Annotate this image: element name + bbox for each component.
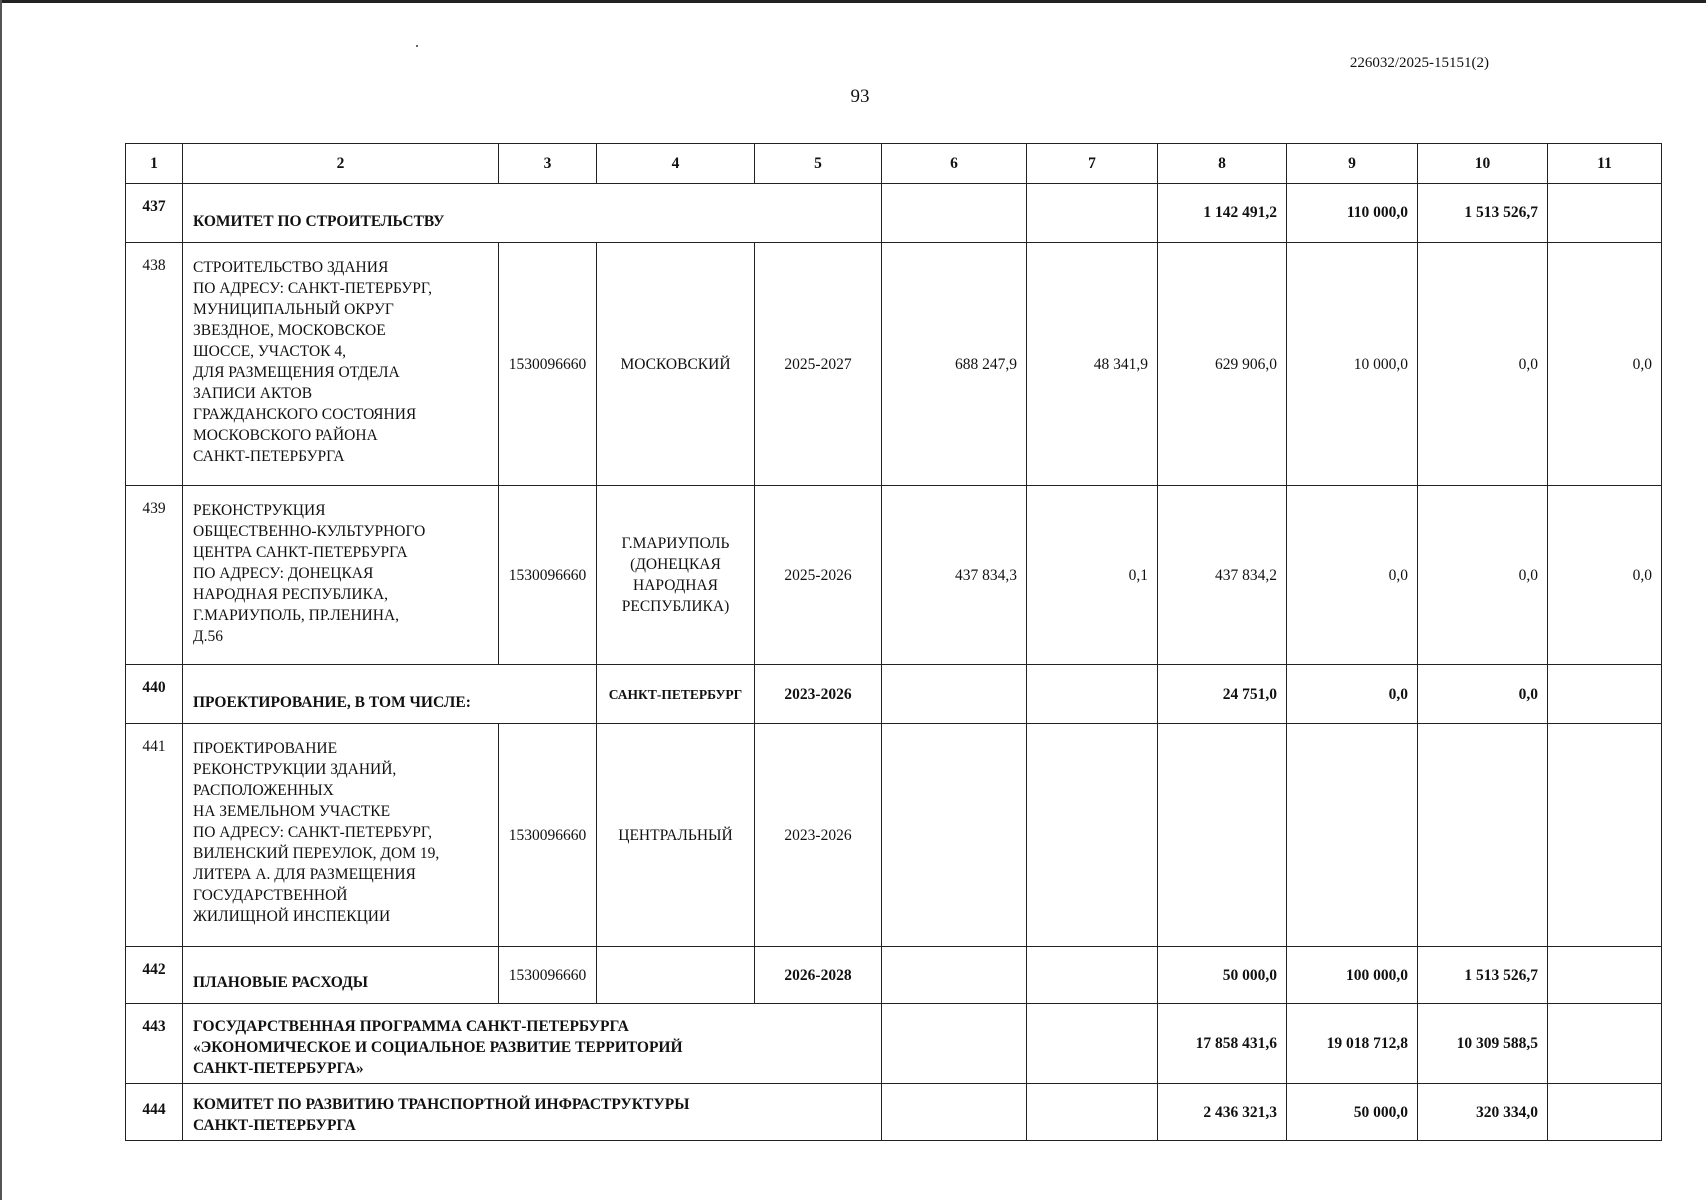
document-number: 226032/2025-15151(2) — [1349, 55, 1489, 71]
cell-col7 — [1027, 1084, 1158, 1141]
name-line: ПО АДРЕСУ: САНКТ-ПЕТЕРБУРГ, — [193, 824, 432, 841]
row-name: ПРОЕКТИРОВАНИЕ, В ТОМ ЧИСЛЕ: — [183, 665, 597, 724]
name-line: ЗАПИСИ АКТОВ — [193, 385, 313, 402]
scan-left-edge — [0, 0, 2, 1200]
name-line: «ЭКОНОМИЧЕСКОЕ И СОЦИАЛЬНОЕ РАЗВИТИЕ ТЕРРИТОРИЙ — [193, 1039, 683, 1056]
period: 2025-2026 — [755, 486, 882, 665]
name-line: Д.56 — [193, 628, 223, 645]
row-name — [183, 724, 499, 947]
row-name — [183, 243, 499, 486]
cell-col10: 0,0 — [1418, 486, 1548, 665]
cell-col10 — [1418, 724, 1548, 947]
cell-col6 — [882, 665, 1027, 724]
row-number: 444 — [126, 1084, 183, 1141]
name-line: САНКТ-ПЕТЕРБУРГА — [193, 448, 345, 465]
col-header: 4 — [597, 144, 755, 184]
cell-col10: 320 334,0 — [1418, 1084, 1548, 1141]
district: МОСКОВСКИЙ — [597, 243, 755, 486]
cell-col9: 100 000,0 — [1287, 947, 1418, 1004]
cell-col10: 10 309 588,5 — [1418, 1004, 1548, 1084]
table-row — [126, 724, 1662, 947]
name-line: РЕКОНСТРУКЦИЯ — [193, 502, 326, 519]
district-line: (ДОНЕЦКАЯ — [630, 556, 721, 573]
scan-speck — [416, 45, 418, 47]
cell-col8: 50 000,0 — [1158, 947, 1287, 1004]
page-number: 93 — [850, 86, 870, 107]
name-line: ШОССЕ, УЧАСТОК 4, — [193, 343, 347, 360]
column-number-row — [126, 144, 1662, 184]
budget-code: 1530096660 — [499, 724, 597, 947]
row-name: ПЛАНОВЫЕ РАСХОДЫ — [183, 947, 499, 1004]
cell-col6 — [882, 184, 1027, 243]
district: ЦЕНТРАЛЬНЫЙ — [597, 724, 755, 947]
budget-code: 1530096660 — [499, 947, 597, 1004]
name-line: КОМИТЕТ ПО РАЗВИТИЮ ТРАНСПОРТНОЙ ИНФРАСТРУКТУРЫ — [193, 1096, 690, 1113]
cell-col11 — [1548, 665, 1662, 724]
cell-col11: 0,0 — [1548, 243, 1662, 486]
col-header: 5 — [755, 144, 882, 184]
district-line: НАРОДНАЯ — [633, 577, 718, 594]
budget-code: 1530096660 — [499, 243, 597, 486]
cell-col7 — [1027, 665, 1158, 724]
table-row — [126, 1084, 1662, 1141]
cell-col8: 17 858 431,6 — [1158, 1004, 1287, 1084]
col-header: 2 — [183, 144, 499, 184]
cell-col10: 0,0 — [1418, 243, 1548, 486]
col-header: 7 — [1027, 144, 1158, 184]
name-line: МОСКОВСКОГО РАЙОНА — [193, 427, 378, 444]
name-line: САНКТ-ПЕТЕРБУРГА — [193, 1117, 356, 1134]
cell-col9: 50 000,0 — [1287, 1084, 1418, 1141]
name-line: ЖИЛИЩНОЙ ИНСПЕКЦИИ — [193, 908, 391, 925]
name-line: РЕКОНСТРУКЦИИ ЗДАНИЙ, — [193, 761, 397, 778]
name-line: ГРАЖДАНСКОГО СОСТОЯНИЯ — [193, 406, 417, 423]
cell-col10: 0,0 — [1418, 665, 1548, 724]
cell-col7 — [1027, 724, 1158, 947]
cell-col8: 24 751,0 — [1158, 665, 1287, 724]
table-row — [126, 1004, 1662, 1084]
name-line: СТРОИТЕЛЬСТВО ЗДАНИЯ — [193, 259, 389, 276]
col-header: 8 — [1158, 144, 1287, 184]
district-line: РЕСПУБЛИКА) — [621, 598, 730, 615]
row-number: 440 — [126, 665, 183, 724]
scan-top-edge — [0, 0, 1706, 3]
table-row — [126, 947, 1662, 1004]
name-line: ВИЛЕНСКИЙ ПЕРЕУЛОК, ДОМ 19, — [193, 845, 440, 862]
row-name: КОМИТЕТ ПО СТРОИТЕЛЬСТВУ — [183, 184, 882, 243]
col-header: 3 — [499, 144, 597, 184]
cell-col8: 2 436 321,3 — [1158, 1084, 1287, 1141]
row-name — [183, 1084, 882, 1141]
name-line: ПО АДРЕСУ: ДОНЕЦКАЯ — [193, 565, 374, 582]
district: САНКТ-ПЕТЕРБУРГ — [597, 665, 755, 724]
row-number: 439 — [126, 486, 183, 665]
district-line: Г.МАРИУПОЛЬ — [621, 535, 730, 552]
table-row — [126, 665, 1662, 724]
name-line: ПРОЕКТИРОВАНИЕ — [193, 740, 338, 757]
cell-col11: 0,0 — [1548, 486, 1662, 665]
period: 2025-2027 — [755, 243, 882, 486]
row-name — [183, 1004, 882, 1084]
name-line: Г.МАРИУПОЛЬ, ПР.ЛЕНИНА, — [193, 607, 400, 624]
cell-col11 — [1548, 184, 1662, 243]
cell-col10: 1 513 526,7 — [1418, 947, 1548, 1004]
cell-col6: 688 247,9 — [882, 243, 1027, 486]
cell-col11 — [1548, 1084, 1662, 1141]
name-line: НА ЗЕМЕЛЬНОМ УЧАСТКЕ — [193, 803, 391, 820]
name-line: САНКТ-ПЕТЕРБУРГА» — [193, 1060, 364, 1077]
name-line: ЛИТЕРА А. ДЛЯ РАЗМЕЩЕНИЯ — [193, 866, 416, 883]
cell-col8: 437 834,2 — [1158, 486, 1287, 665]
period: 2023-2026 — [755, 665, 882, 724]
cell-col9: 10 000,0 — [1287, 243, 1418, 486]
col-header: 6 — [882, 144, 1027, 184]
budget-code: 1530096660 — [499, 486, 597, 665]
col-header: 1 — [126, 144, 183, 184]
cell-col9 — [1287, 724, 1418, 947]
table-row — [126, 184, 1662, 243]
name-line: ПО АДРЕСУ: САНКТ-ПЕТЕРБУРГ, — [193, 280, 432, 297]
col-header: 11 — [1548, 144, 1662, 184]
row-number: 437 — [126, 184, 183, 243]
name-line: ОБЩЕСТВЕННО-КУЛЬТУРНОГО — [193, 523, 426, 540]
period: 2026-2028 — [755, 947, 882, 1004]
cell-col6 — [882, 1004, 1027, 1084]
table-row — [126, 243, 1662, 486]
cell-col11 — [1548, 724, 1662, 947]
district — [597, 947, 755, 1004]
row-number: 441 — [126, 724, 183, 947]
name-line: ДЛЯ РАЗМЕЩЕНИЯ ОТДЕЛА — [193, 364, 400, 381]
cell-col8 — [1158, 724, 1287, 947]
cell-col7 — [1027, 947, 1158, 1004]
row-number: 443 — [126, 1004, 183, 1084]
cell-col9: 110 000,0 — [1287, 184, 1418, 243]
cell-col9: 0,0 — [1287, 665, 1418, 724]
name-line: ЦЕНТРА САНКТ-ПЕТЕРБУРГА — [193, 544, 408, 561]
name-line: ГОСУДАРСТВЕННАЯ ПРОГРАММА САНКТ-ПЕТЕРБУРГА — [193, 1018, 629, 1035]
cell-col9: 19 018 712,8 — [1287, 1004, 1418, 1084]
table-row — [126, 486, 1662, 665]
cell-col6 — [882, 724, 1027, 947]
cell-col9: 0,0 — [1287, 486, 1418, 665]
cell-col8: 629 906,0 — [1158, 243, 1287, 486]
cell-col6 — [882, 1084, 1027, 1141]
name-line: НАРОДНАЯ РЕСПУБЛИКА, — [193, 586, 389, 603]
cell-col8: 1 142 491,2 — [1158, 184, 1287, 243]
name-line: ГОСУДАРСТВЕННОЙ — [193, 887, 348, 904]
name-line: РАСПОЛОЖЕННЫХ — [193, 782, 334, 799]
cell-col6: 437 834,3 — [882, 486, 1027, 665]
col-header: 10 — [1418, 144, 1548, 184]
cell-col7 — [1027, 1004, 1158, 1084]
row-number: 442 — [126, 947, 183, 1004]
name-line: ЗВЕЗДНОЕ, МОСКОВСКОЕ — [193, 322, 386, 339]
period: 2023-2026 — [755, 724, 882, 947]
cell-col7: 0,1 — [1027, 486, 1158, 665]
cell-col7: 48 341,9 — [1027, 243, 1158, 486]
district — [597, 486, 755, 665]
cell-col6 — [882, 947, 1027, 1004]
cell-col7 — [1027, 184, 1158, 243]
cell-col11 — [1548, 947, 1662, 1004]
cell-col11 — [1548, 1004, 1662, 1084]
row-name — [183, 486, 499, 665]
col-header: 9 — [1287, 144, 1418, 184]
cell-col10: 1 513 526,7 — [1418, 184, 1548, 243]
row-number: 438 — [126, 243, 183, 486]
program-table — [125, 143, 1662, 1141]
name-line: МУНИЦИПАЛЬНЫЙ ОКРУГ — [193, 301, 394, 318]
